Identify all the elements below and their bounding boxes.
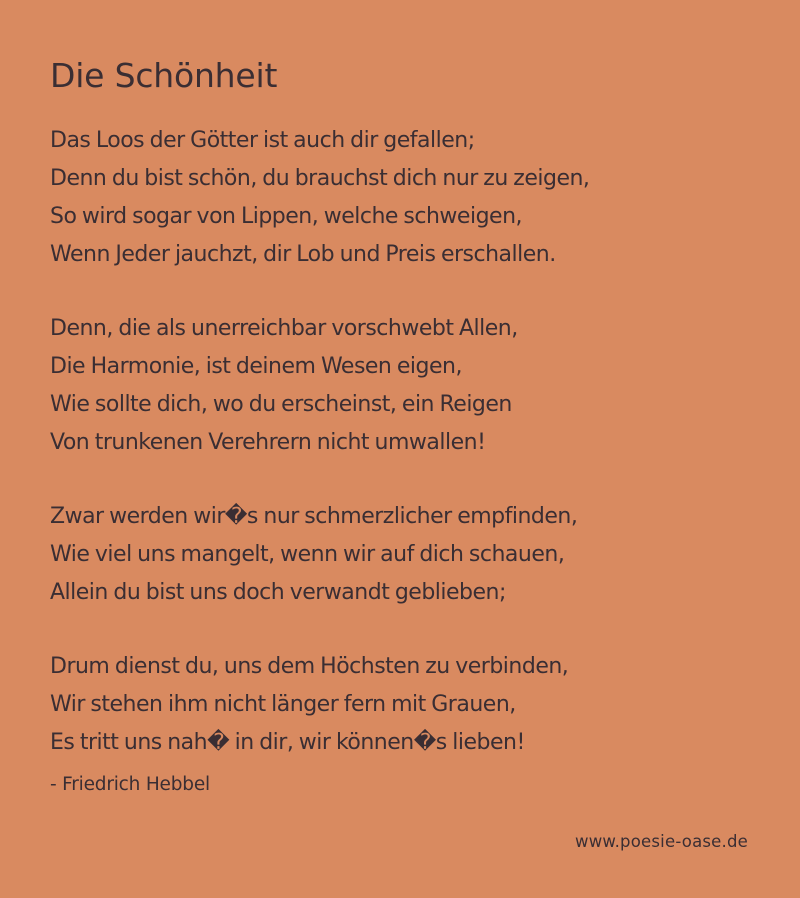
poem-line: Denn, die als unerreichbar vorschwebt Allen,	[50, 316, 518, 341]
poem-line: Wir stehen ihm nicht länger fern mit Grauen,	[50, 692, 516, 717]
poem-line: Das Loos der Götter ist auch dir gefallen;	[50, 128, 475, 153]
poem-line: Denn du bist schön, du brauchst dich nur zu zeigen,	[50, 166, 590, 191]
poem-line: So wird sogar von Lippen, welche schweigen,	[50, 204, 523, 229]
website-credit: www.poesie-oase.de	[575, 832, 748, 851]
stanza-1	[50, 122, 750, 274]
poem-line: Die Harmonie, ist deinem Wesen eigen,	[50, 354, 462, 379]
poem-line: Wenn Jeder jauchzt, dir Lob und Preis erschallen.	[50, 242, 556, 267]
poem-author: - Friedrich Hebbel	[50, 774, 210, 795]
stanza-3	[50, 498, 750, 612]
poem-line: Zwar werden wir�s nur schmerzlicher empfinden,	[50, 504, 578, 529]
poem-line: Wie sollte dich, wo du erscheinst, ein Reigen	[50, 392, 512, 417]
poem-line: Wie viel uns mangelt, wenn wir auf dich schauen,	[50, 542, 565, 567]
poem-line: Drum dienst du, uns dem Höchsten zu verbinden,	[50, 654, 569, 679]
poem-line: Es tritt uns nah� in dir, wir können�s lieben!	[50, 730, 525, 755]
poem-line: Allein du bist uns doch verwandt geblieben;	[50, 580, 506, 605]
stanza-4	[50, 648, 750, 762]
poem-line: Von trunkenen Verehrern nicht umwallen!	[50, 430, 486, 455]
poem-title: Die Schönheit	[50, 56, 278, 95]
stanza-2	[50, 310, 750, 462]
